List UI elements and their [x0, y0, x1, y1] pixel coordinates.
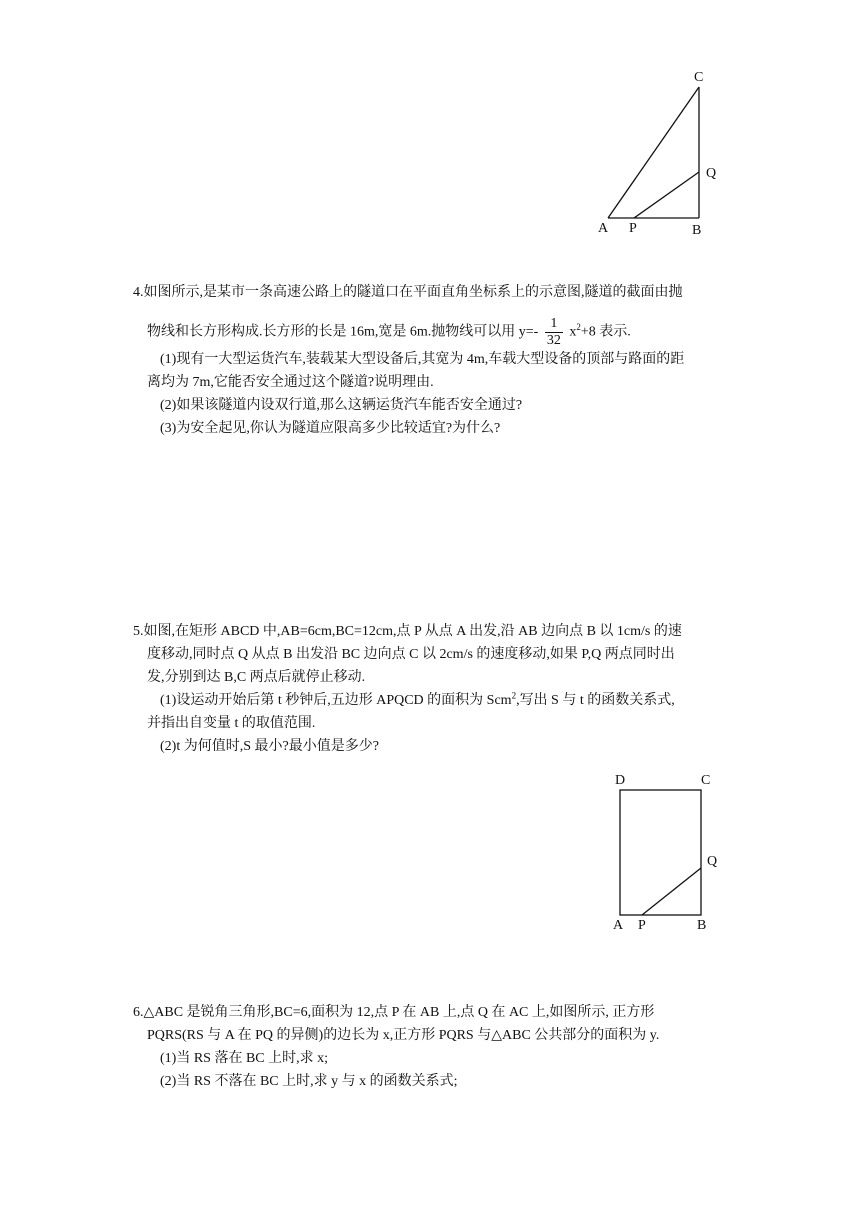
label-q2: Q	[707, 854, 718, 869]
problem5-line3: 发,分别到达 B,C 两点后就停止移动.	[147, 670, 366, 685]
problem6-q1: (1)当 RS 落在 BC 上时,求 x;	[160, 1051, 329, 1066]
rectangle-figure	[620, 790, 701, 915]
label-p2: P	[638, 918, 646, 933]
problem4-line2	[147, 316, 631, 349]
problem5-line2: 度移动,同时点 Q 从点 B 出发沿 BC 边向点 C 以 2cm/s 的速度移动,如果 P,Q 两点同时出	[147, 647, 675, 662]
label-p: P	[629, 221, 637, 236]
problem4-var-x: x	[569, 324, 577, 340]
label-q: Q	[706, 166, 717, 181]
problem5-q1-before: (1)设运动开始后第 t 秒钟后,五边形 APQCD 的面积为 Scm	[160, 693, 512, 708]
problem6-line1: 6.△ABC 是锐角三角形,BC=6,面积为 12,点 P 在 AB 上,点 Q 在 AC 上,如图所示, 正方形	[133, 1005, 655, 1020]
label-a2: A	[613, 918, 624, 933]
problem5-q1-line2: 并指出自变量 t 的取值范围.	[147, 716, 316, 731]
rectangle-abcd	[620, 790, 701, 915]
segment-pq	[634, 172, 699, 218]
fraction	[545, 316, 563, 349]
problem4-line2-after: +8 表示.	[580, 324, 631, 340]
problem5-q1-line1	[160, 691, 675, 711]
label-b2: B	[697, 918, 707, 933]
label-c2: C	[701, 773, 711, 788]
label-b: B	[692, 223, 702, 238]
problem6-line2: PQRS(RS 与 A 在 PQ 的异侧)的边长为 x,正方形 PQRS 与△ABC 公共部分的面积为 y.	[147, 1028, 660, 1043]
problem5-q1-after: ,写出 S 与 t 的函数关系式,	[516, 693, 675, 708]
problem6-q2: (2)当 RS 不落在 BC 上时,求 y 与 x 的函数关系式;	[160, 1074, 458, 1089]
segment-pq-rect	[642, 868, 701, 915]
problem4-exponent: 2	[576, 322, 581, 333]
label-a: A	[598, 221, 609, 236]
problem4-q3: (3)为安全起见,你认为隧道应限高多少比较适宜?为什么?	[160, 421, 501, 436]
problem5-q1-exponent: 2	[511, 690, 517, 701]
segment-ac	[608, 87, 699, 218]
fraction-denominator: 32	[546, 333, 561, 348]
label-d: D	[615, 773, 626, 788]
problem5-line1: 5.如图,在矩形 ABCD 中,AB=6cm,BC=12cm,点 P 从点 A 出发,沿 AB 边向点 B 以 1cm/s 的速	[133, 624, 682, 639]
problem4-line1: 4.如图所示,是某市一条高速公路上的隧道口在平面直角坐标系上的示意图,隧道的截面由抛	[133, 285, 683, 300]
label-c: C	[694, 70, 704, 85]
problem4-q1-line1: (1)现有一大型运货汽车,装载某大型设备后,其宽为 4m,车载大型设备的顶部与路面的距	[160, 352, 685, 367]
problem4-line2-before: 物线和长方形构成.长方形的长是 16m,宽是 6m.抛物线可以用 y=-	[147, 324, 539, 340]
problem4-q1-line2: 离均为 7m,它能否安全通过这个隧道?说明理由.	[147, 375, 434, 390]
problem4-q2: (2)如果该隧道内设双行道,那么这辆运货汽车能否安全通过?	[160, 398, 523, 413]
fraction-numerator: 1	[545, 316, 563, 333]
problem5-q2: (2)t 为何值时,S 最小?最小值是多少?	[160, 739, 379, 754]
